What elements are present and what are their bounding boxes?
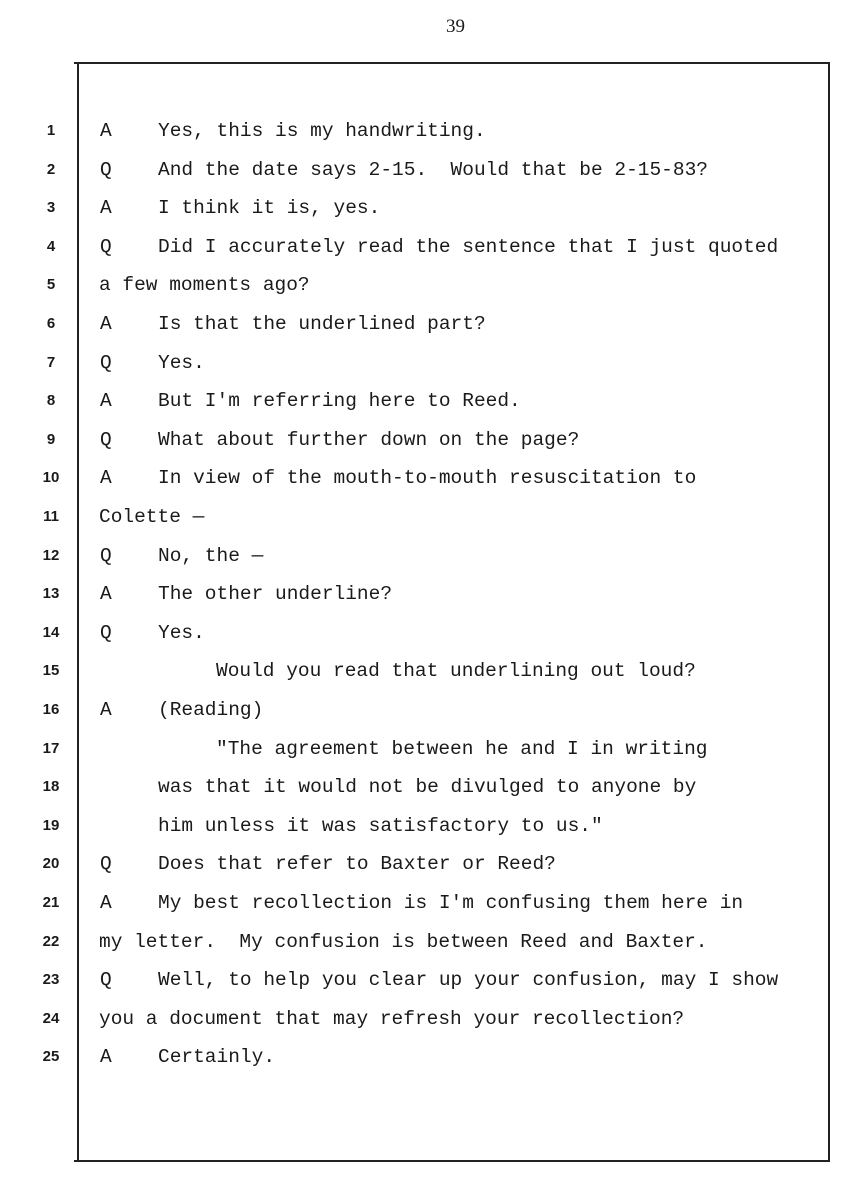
transcript-line (0, 386, 860, 416)
line-number: 9 (46, 430, 56, 448)
speaker-label: A (100, 1046, 112, 1069)
line-number: 8 (46, 392, 56, 410)
line-text: Colette — (99, 506, 205, 528)
speaker-label: Q (100, 158, 112, 181)
line-text: Yes, this is my handwriting. (158, 120, 486, 142)
transcript-line (0, 927, 860, 957)
line-text: was that it would not be divulged to anyone by (158, 776, 697, 799)
transcript-line (0, 348, 860, 378)
speaker-label: Q (100, 428, 112, 451)
line-text: Well, to help you clear up your confusion, may I show (158, 969, 779, 992)
line-text: "The agreement between he and I in writing (216, 737, 708, 760)
transcript-line (0, 155, 860, 185)
line-number: 18 (42, 778, 60, 796)
speaker-label: Q (100, 235, 112, 258)
transcript-line (0, 888, 860, 918)
transcript-line (0, 541, 860, 571)
line-text: a few moments ago? (99, 274, 310, 297)
margin-rule (77, 62, 79, 1160)
speaker-label: Q (100, 969, 112, 992)
line-number: 16 (42, 701, 60, 718)
line-number: 19 (42, 816, 60, 834)
transcript-line (0, 579, 860, 609)
speaker-label: A (100, 313, 112, 335)
speaker-label: Q (100, 853, 112, 876)
line-number: 15 (42, 662, 60, 680)
line-text: My best recollection is I'm confusing them here in (158, 892, 744, 914)
transcript-line (0, 309, 860, 339)
line-number: 3 (46, 199, 56, 217)
speaker-label: Q (100, 544, 112, 567)
speaker-label: A (100, 467, 112, 490)
line-number: 2 (46, 160, 56, 178)
line-text: Would you read that underlining out loud? (216, 660, 696, 683)
line-number: 7 (46, 353, 56, 371)
speaker-label: A (100, 699, 112, 721)
speaker-label: A (100, 892, 112, 914)
transcript-line (0, 502, 860, 532)
line-number: 24 (42, 1009, 60, 1027)
line-text: him unless it was satisfactory to us." (158, 814, 603, 837)
line-number: 1 (46, 122, 56, 139)
line-number: 11 (43, 508, 59, 525)
line-text: Does that refer to Baxter or Reed? (158, 853, 556, 876)
line-text: Yes. (158, 351, 205, 374)
line-text: But I'm referring here to Reed. (158, 390, 521, 413)
speaker-label: A (100, 390, 112, 413)
line-number: 10 (42, 469, 60, 487)
line-text: No, the — (158, 544, 264, 567)
transcript-line (0, 965, 860, 995)
page-frame (74, 62, 830, 1162)
line-number: 14 (42, 623, 60, 641)
speaker-label: A (100, 197, 112, 220)
line-text: And the date says 2-15. Would that be 2-15-83? (158, 158, 708, 181)
transcript-line (0, 734, 860, 764)
transcript-line (0, 618, 860, 648)
transcript-line (0, 425, 860, 455)
speaker-label: A (100, 583, 112, 606)
line-number: 13 (42, 585, 60, 603)
line-number: 25 (42, 1048, 60, 1066)
transcript-line (0, 1042, 860, 1072)
speaker-label: Q (100, 621, 112, 644)
line-number: 12 (42, 546, 60, 564)
line-number: 22 (42, 932, 60, 950)
line-number: 6 (46, 315, 56, 332)
transcript-line (0, 116, 860, 146)
line-text: In view of the mouth-to-mouth resuscitation to (158, 467, 697, 490)
line-text: Did I accurately read the sentence that I just quoted (158, 235, 779, 258)
line-number: 21 (42, 894, 60, 911)
transcript-line (0, 772, 860, 802)
transcript-line (0, 1004, 860, 1034)
line-text: What about further down on the page? (158, 428, 580, 451)
line-text: my letter. My confusion is between Reed and Baxter. (99, 930, 708, 953)
line-text: (Reading) (158, 699, 264, 721)
transcript-line (0, 656, 860, 686)
transcript-line (0, 232, 860, 262)
line-text: Yes. (158, 621, 205, 644)
transcript-line (0, 849, 860, 879)
page-number: 39 (446, 16, 465, 37)
transcript-line (0, 463, 860, 493)
line-number: 23 (42, 971, 60, 989)
line-number: 20 (42, 855, 60, 873)
speaker-label: Q (100, 351, 112, 374)
line-text: Certainly. (158, 1046, 276, 1069)
transcript-line (0, 811, 860, 841)
line-text: The other underline? (158, 583, 393, 606)
line-number: 4 (46, 237, 56, 255)
line-number: 5 (46, 276, 56, 294)
transcript-line (0, 193, 860, 223)
line-text: Is that the underlined part? (158, 313, 486, 335)
transcript-line (0, 270, 860, 300)
transcript-line (0, 695, 860, 725)
line-text: I think it is, yes. (158, 197, 381, 220)
speaker-label: A (100, 120, 112, 142)
line-text: you a document that may refresh your recollection? (99, 1007, 685, 1030)
line-number: 17 (42, 739, 60, 757)
